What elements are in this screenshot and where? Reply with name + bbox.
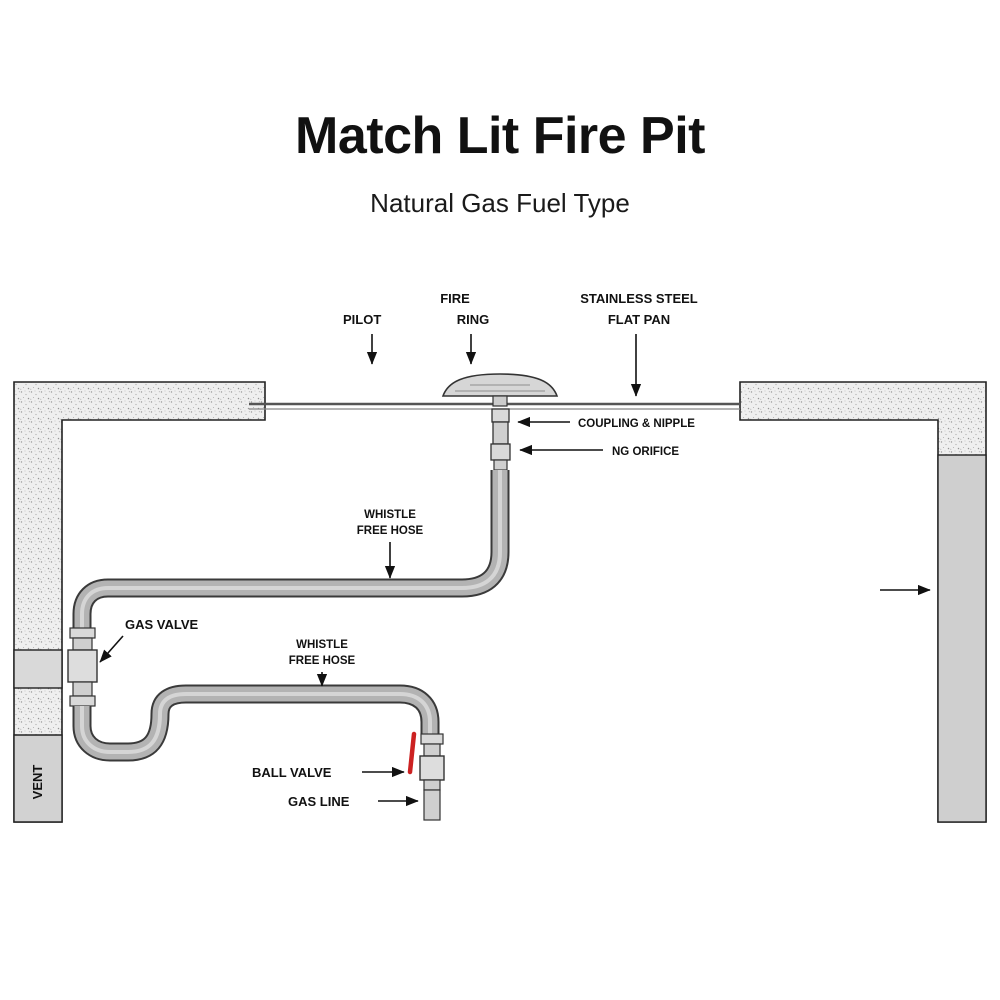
label-whistle-free-hose-upper: [357, 509, 424, 578]
pilot-head: [493, 396, 507, 406]
label-ball-valve: [252, 765, 404, 780]
pilot-assembly: [493, 396, 507, 406]
ball-valve-lower-body: [424, 780, 440, 790]
ng-orifice-label: NG ORIFICE: [612, 446, 680, 458]
pilot-label: PILOT: [343, 312, 382, 327]
label-flat-pan: [580, 291, 698, 396]
ball-valve-assembly: [410, 734, 444, 820]
coupling-nipple: [492, 409, 509, 422]
ball-valve-nut-top: [421, 734, 443, 744]
gas-valve-upper-body: [73, 638, 92, 650]
gas-valve-nut-top: [70, 628, 95, 638]
ball-valve-handle: [410, 734, 414, 772]
whistle-free-hose-upper-line2: FREE HOSE: [356, 525, 424, 537]
hose-lower-outline: [82, 694, 430, 752]
gas-line-pipe: [424, 790, 440, 820]
page-title: Match Lit Fire Pit: [295, 107, 705, 165]
whistle-free-hose-upper: [82, 470, 500, 628]
label-coupling-nipple: [518, 418, 695, 430]
gas-valve-lower-body: [73, 682, 92, 696]
enclosure-right-inner-column: [938, 455, 986, 822]
nipple-body: [493, 422, 508, 444]
fire-ring-label-line2: RING: [456, 312, 490, 327]
orifice-outlet: [494, 460, 507, 470]
whistle-free-hose-lower-line1: WHISTLE: [296, 639, 348, 651]
left-vent-stub: [14, 650, 62, 688]
hose-upper-body: [82, 470, 500, 628]
gas-line-label: GAS LINE: [288, 794, 350, 809]
gas-valve-assembly: [68, 628, 97, 706]
ball-valve-upper-body: [424, 744, 440, 756]
page-subtitle: Natural Gas Fuel Type: [370, 188, 630, 218]
whistle-free-hose-lower: [82, 694, 430, 752]
flat-pan-label-line1: STAINLESS STEEL: [580, 291, 698, 306]
fire-ring-label-line1: FIRE: [440, 291, 470, 306]
hose-upper-outline: [82, 470, 500, 628]
fire-ring-burner: [443, 374, 557, 396]
gas-valve-label: GAS VALVE: [125, 617, 199, 632]
gas-valve-leader: [100, 636, 123, 662]
ball-valve-label: BALL VALVE: [252, 765, 332, 780]
label-gas-valve: [100, 617, 199, 662]
label-fire-ring: [440, 291, 489, 364]
whistle-free-hose-lower-line2: FREE HOSE: [288, 655, 356, 667]
ball-valve-body: [420, 756, 444, 780]
label-pilot: [343, 312, 381, 364]
label-whistle-free-hose-lower: [289, 639, 356, 686]
label-gas-line: [288, 794, 418, 809]
whistle-free-hose-upper-line1: WHISTLE: [364, 509, 416, 521]
gas-valve-body: [68, 650, 97, 682]
hose-upper-highlight: [82, 470, 500, 628]
label-ng-orifice: [520, 446, 679, 458]
coupling-nipple-label: COUPLING & NIPPLE: [578, 418, 695, 430]
vent-label: VENT: [30, 764, 45, 800]
flat-pan-label-line2: FLAT PAN: [607, 312, 671, 327]
gas-valve-nut-bottom: [70, 696, 95, 706]
ng-orifice: [491, 444, 510, 460]
coupling-nipple-orifice-stack: [491, 409, 510, 470]
